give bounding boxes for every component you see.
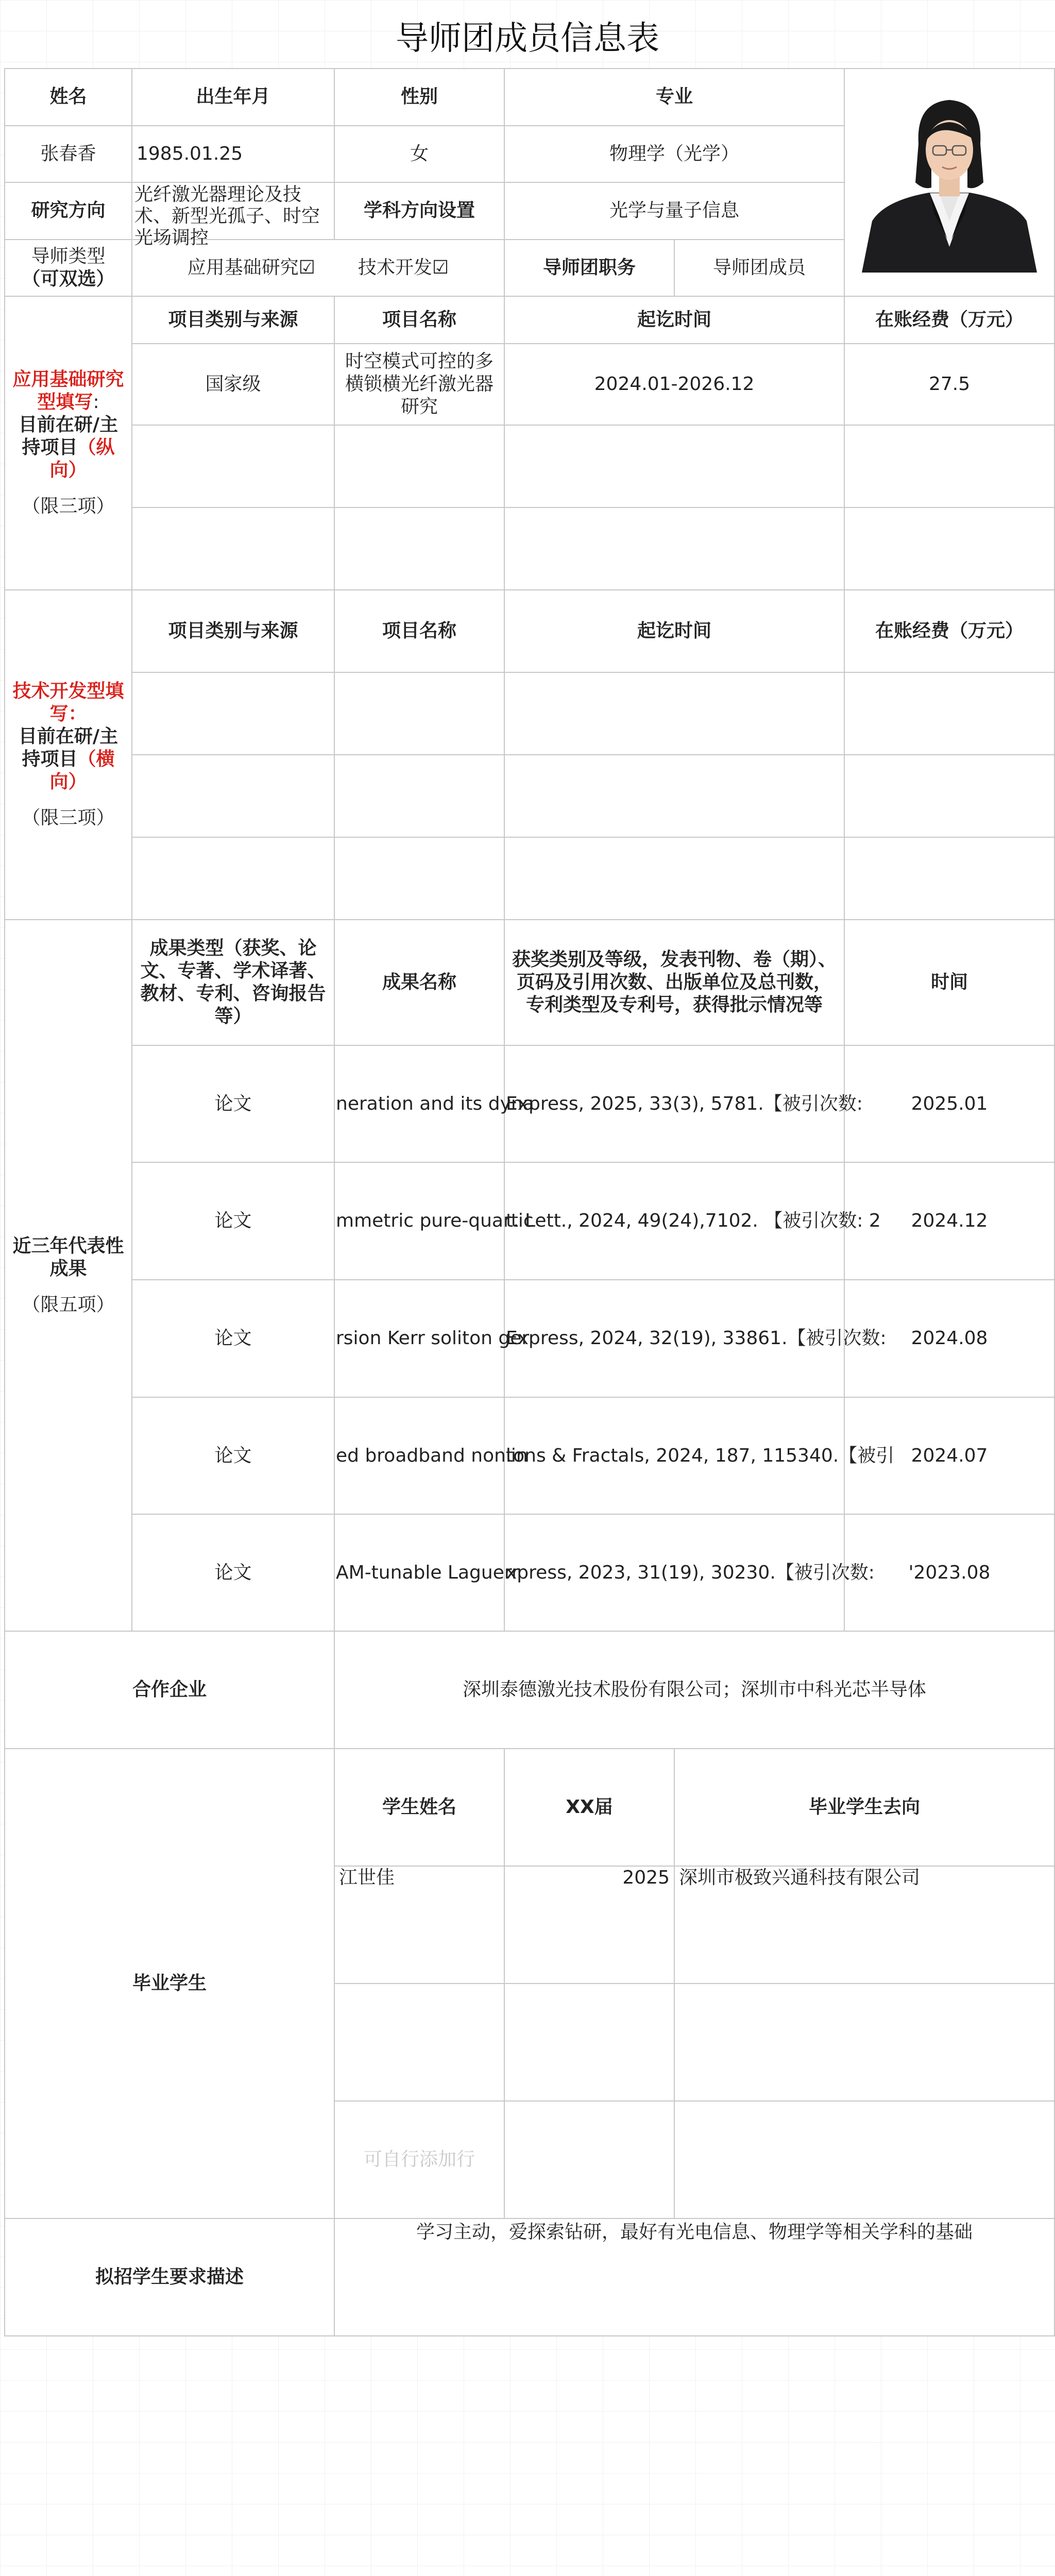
tech-row3-funds — [844, 837, 1054, 920]
basic-row2-name — [334, 425, 504, 507]
basic-research-label-red: 应用基础研究型填写 — [12, 369, 124, 413]
basic-row2-funds — [844, 425, 1054, 507]
tech-dev-limit: （限三项） — [22, 807, 115, 828]
basic-row3-period — [504, 507, 844, 590]
tech-row2-name — [334, 755, 504, 837]
basic-col-period: 起讫时间 — [504, 296, 844, 344]
basic-row3-source — [132, 507, 334, 590]
ach-row5-type: 论文 — [132, 1514, 334, 1631]
basic-col-funds: 在账经费（万元） — [844, 296, 1054, 344]
grad-col-name: 学生姓名 — [334, 1749, 504, 1866]
mentor-type-label-line1: 导师类型 — [31, 245, 106, 267]
role-label: 导师团职务 — [504, 240, 674, 297]
tech-row3-name — [334, 837, 504, 920]
achievements-section-label — [5, 920, 132, 1631]
basic-row1-funds: 27.5 — [844, 344, 1054, 425]
grad-add-row-hint[interactable]: 可自行添加行 — [334, 2101, 504, 2218]
option-tech-dev-checkbox[interactable]: 技术开发☑ — [358, 257, 449, 278]
grad-row1-year: 2025 — [504, 1866, 674, 1984]
graduates-label: 毕业学生 — [5, 1749, 334, 2218]
ach-row5-time: '2023.08 — [844, 1514, 1054, 1631]
grad-row1-name: 江世佳 — [334, 1866, 504, 1984]
ach-row5-detail: xpress, 2023, 31(19), 30230.【被引次数: — [504, 1514, 844, 1631]
basic-row2-source — [132, 425, 334, 507]
basic-research-limit: （限三项） — [22, 496, 115, 517]
table-row — [5, 344, 1054, 425]
achievements-limit: （限五项） — [22, 1294, 115, 1315]
table-row — [5, 1045, 1054, 1162]
name-value: 张春香 — [5, 126, 132, 183]
grad-row1-dest: 深圳市极致兴通科技有限公司 — [674, 1866, 1054, 1984]
mentor-type-label — [5, 240, 132, 297]
ach-col-type: 成果类型（获奖、论文、专著、学术译著、教材、专利、咨询报告等） — [132, 920, 334, 1045]
ach-row4-time: 2024.07 — [844, 1397, 1054, 1514]
partners-value: 深圳泰德激光技术股份有限公司；深圳市中科光芯半导体 — [334, 1631, 1054, 1749]
table-row — [5, 1280, 1054, 1397]
basic-research-colon: : — [93, 392, 99, 413]
tech-row1-funds — [844, 672, 1054, 755]
basic-col-source: 项目类别与来源 — [132, 296, 334, 344]
table-row — [5, 1397, 1054, 1514]
basic-col-name: 项目名称 — [334, 296, 504, 344]
tech-row2-funds — [844, 755, 1054, 837]
tech-row1-source — [132, 672, 334, 755]
ach-row1-name: neration and its dyna — [334, 1045, 504, 1162]
ach-row2-time: 2024.12 — [844, 1162, 1054, 1280]
birth-label: 出生年月 — [132, 69, 334, 126]
ach-col-name: 成果名称 — [334, 920, 504, 1045]
requirements-label: 拟招学生要求描述 — [5, 2218, 334, 2336]
ach-row3-name: rsion Kerr soliton ger — [334, 1280, 504, 1397]
major-value: 物理学（光学） — [504, 126, 844, 183]
ach-row4-type: 论文 — [132, 1397, 334, 1514]
ach-row3-detail: Express, 2024, 32(19), 33861.【被引次数: — [504, 1280, 844, 1397]
discipline-value: 光学与量子信息 — [504, 182, 844, 240]
ach-row4-detail: tons & Fractals, 2024, 187, 115340.【被引 — [504, 1397, 844, 1514]
ach-row1-time: 2025.01 — [844, 1045, 1054, 1162]
discipline-label: 学科方向设置 — [334, 182, 504, 240]
requirements-value: 学习主动，爱探索钻研，最好有光电信息、物理学等相关学科的基础 — [334, 2218, 1054, 2336]
table-row — [5, 1514, 1054, 1631]
ach-col-time: 时间 — [844, 920, 1054, 1045]
tech-col-funds: 在账经费（万元） — [844, 590, 1054, 672]
tech-dev-label-red: 技术开发型填写： — [12, 681, 124, 724]
ach-row3-time: 2024.08 — [844, 1280, 1054, 1397]
page-title: 导师团成员信息表 — [396, 20, 659, 58]
tech-col-period: 起讫时间 — [504, 590, 844, 672]
grad-row3-dest — [674, 2101, 1054, 2218]
grad-row2-dest — [674, 1984, 1054, 2101]
ach-row2-type: 论文 — [132, 1162, 334, 1280]
grad-col-year: XX届 — [504, 1749, 674, 1866]
tech-row1-period — [504, 672, 844, 755]
tech-row1-name — [334, 672, 504, 755]
ach-row2-name: mmetric pure-quartic — [334, 1162, 504, 1280]
grad-row3-year — [504, 2101, 674, 2218]
tech-dev-label-black: 目前在研/主持项目 — [18, 726, 118, 770]
basic-row1-name: 时空模式可控的多横锁横光纤激光器研究 — [345, 351, 494, 417]
basic-row3-funds — [844, 507, 1054, 590]
portrait-photo — [862, 92, 1037, 273]
basic-row1-period: 2024.01-2026.12 — [504, 344, 844, 425]
gender-value: 女 — [334, 126, 504, 183]
birth-value: 1985.01.25 — [132, 126, 334, 183]
ach-row3-type: 论文 — [132, 1280, 334, 1397]
ach-row5-name: AM-tunable Laguerr — [334, 1514, 504, 1631]
ach-row1-detail: Express, 2025, 33(3), 5781.【被引次数: — [504, 1045, 844, 1162]
basic-research-label-black: 目前在研/主持项目 — [18, 414, 118, 458]
basic-row3-name — [334, 507, 504, 590]
gender-label: 性别 — [334, 69, 504, 126]
tech-col-name: 项目名称 — [334, 590, 504, 672]
info-form-table — [4, 68, 1055, 2336]
mentor-type-label-line2: （可双选） — [22, 268, 115, 290]
tech-row3-period — [504, 837, 844, 920]
table-row — [5, 837, 1054, 920]
partners-label: 合作企业 — [5, 1631, 334, 1749]
ach-col-detail: 获奖类别及等级，发表刊物、卷（期）、页码及引用次数、出版单位及总刊数，专利类型及专利号，获得批示情况等 — [504, 920, 844, 1045]
option-basic-research-checkbox[interactable]: 应用基础研究☑ — [187, 257, 316, 278]
tech-row2-period — [504, 755, 844, 837]
tech-col-source: 项目类别与来源 — [132, 590, 334, 672]
tech-dev-label-paren: （横向） — [49, 749, 115, 792]
grad-row2-year — [504, 1984, 674, 2101]
name-label: 姓名 — [5, 69, 132, 126]
tech-row2-source — [132, 755, 334, 837]
basic-row2-period — [504, 425, 844, 507]
ach-row2-detail: t. Lett., 2024, 49(24),7102. 【被引次数: 2 — [504, 1162, 844, 1280]
table-row — [5, 425, 1054, 507]
research-label: 研究方向 — [5, 182, 132, 240]
grad-col-dest: 毕业学生去向 — [674, 1749, 1054, 1866]
research-value: 光纤激光器理论及技术、新型光孤子、时空光场调控 — [134, 184, 320, 249]
grad-row2-name — [334, 1984, 504, 2101]
tech-dev-section-label — [5, 590, 132, 920]
major-label: 专业 — [504, 69, 844, 126]
basic-row1-source: 国家级 — [132, 344, 334, 425]
tech-row3-source — [132, 837, 334, 920]
table-row — [5, 507, 1054, 590]
table-row — [5, 1162, 1054, 1280]
table-row — [5, 672, 1054, 755]
achievements-label: 近三年代表性成果 — [12, 1235, 124, 1279]
basic-research-section-label — [5, 296, 132, 590]
ach-row1-type: 论文 — [132, 1045, 334, 1162]
table-row — [5, 755, 1054, 837]
ach-row4-name: ed broadband nonlin — [334, 1397, 504, 1514]
basic-research-label-paren: （纵向） — [49, 437, 115, 481]
photo-cell — [844, 69, 1054, 296]
role-value: 导师团成员 — [674, 240, 844, 297]
